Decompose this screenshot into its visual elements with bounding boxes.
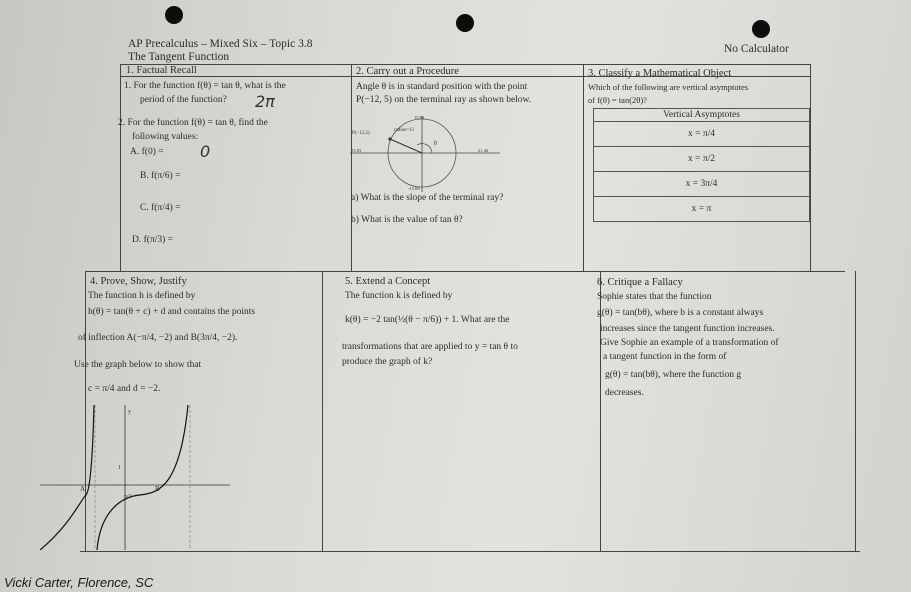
worksheet-subtitle: The Tangent Function	[128, 51, 230, 63]
grid-divider-2	[583, 64, 584, 271]
punch-hole-left	[165, 6, 183, 24]
s1-q1-handwritten-answer: 2π	[255, 92, 275, 111]
s6-line4: Give Sophie an example of a transformation of	[600, 338, 779, 348]
s6-line5: a tangent function in the form of	[603, 352, 727, 362]
s4-line5: c = π/4 and d = −2.	[88, 384, 161, 394]
theta-label: θ	[434, 141, 437, 147]
grid-bottom	[80, 551, 860, 552]
tick-pi-label: π/4	[124, 494, 132, 500]
left-tick-label: 23.83	[351, 148, 362, 153]
s1-q1-line1: 1. For the function f(θ) = tan θ, what is the	[124, 81, 286, 91]
grid-right-top	[810, 64, 811, 271]
section-2-title: 2. Carry out a Procedure	[356, 66, 459, 77]
s3-line1: Which of the following are vertical asymptotes	[588, 82, 749, 92]
s2-question-a: a) What is the slope of the terminal ray?	[351, 193, 504, 203]
s6-line6: g(θ) = tan(bθ), where the function g	[605, 370, 742, 380]
s4-line1: The function h is defined by	[88, 291, 196, 301]
s3-line2: of f(θ) = tan(2θ)?	[588, 95, 647, 105]
point-a-label: A	[80, 485, 86, 493]
section-1-title: 1. Factual Recall	[126, 65, 197, 76]
grid-middle	[85, 271, 845, 272]
tick-one-label: 1	[118, 465, 121, 471]
grid-divider-3	[322, 271, 323, 551]
punch-hole-middle	[456, 14, 474, 32]
s1-q2-part-c: C. f(π/4) =	[140, 203, 181, 213]
asymptote-table	[593, 108, 810, 222]
asymptote-option-1: x = π/4	[594, 122, 810, 147]
asymptote-option-3: x = 3π/4	[594, 172, 810, 197]
bottom-tick-label: -15.69	[408, 186, 420, 191]
point-label: P(−12,5)	[352, 131, 370, 136]
grid-right-bottom	[855, 271, 856, 551]
s1-q2-part-a: A. f(0) =	[130, 147, 164, 157]
section-3-title: 3. Classify a Mathematical Object	[588, 68, 732, 79]
s4-line3: of inflection A(−π/4, −2) and B(3π/4, −2).	[78, 333, 238, 343]
tangent-graph	[40, 405, 230, 550]
punch-hole-right	[752, 20, 770, 38]
s5-line2: k(θ) = −2 tan(½(θ − π/6)) + 1. What are the	[345, 315, 510, 325]
s1-q1-line2: period of the function?	[140, 95, 227, 105]
asymptote-option-2: x = π/2	[594, 147, 810, 172]
s1-q2-part-a-answer: 0	[200, 142, 211, 161]
s4-line2: h(θ) = tan(θ + c) + d and contains the points	[88, 307, 256, 317]
s6-line3: increases since the tangent function increases.	[600, 324, 775, 334]
section-4-title: 4. Prove, Show, Justify	[90, 276, 187, 287]
asymptote-option-4: x = π	[594, 197, 810, 222]
s6-line1: Sophie states that the function	[597, 292, 712, 302]
point-b-label: B	[155, 485, 160, 493]
grid-left-top	[120, 64, 121, 271]
s5-line3: transformations that are applied to y = tan θ to	[342, 342, 518, 352]
s1-q2-part-b: B. f(π/6) =	[140, 171, 181, 181]
s6-line2: g(θ) = tan(bθ), where b is a constant always	[597, 308, 764, 318]
grid-top	[120, 64, 810, 65]
asymptote-table-header: Vertical Asymptotes	[594, 109, 810, 122]
unit-circle-diagram	[350, 112, 500, 194]
s6-line7: decreases.	[605, 388, 644, 398]
section-6-title: 6. Critique a Fallacy	[597, 277, 683, 288]
calculator-note: No Calculator	[724, 43, 789, 55]
s2-question-b: b) What is the value of tan θ?	[351, 215, 463, 225]
radius-label: radius=13	[394, 128, 415, 133]
right-tick-label: 21.46	[478, 148, 489, 153]
s5-line4: produce the graph of k?	[342, 357, 433, 367]
s1-q2-part-d: D. f(π/3) =	[132, 235, 174, 245]
s2-line1: Angle θ is in standard position with the point	[356, 82, 528, 92]
author-credit: Vicki Carter, Florence, SC	[4, 575, 154, 590]
course-title: AP Precalculus – Mixed Six – Topic 3.8	[128, 38, 313, 50]
y-axis-label: y	[128, 409, 131, 415]
top-tick-label: 15.84	[414, 115, 425, 120]
s1-q2-line2: following values:	[132, 132, 199, 142]
s5-line1: The function k is defined by	[345, 291, 453, 301]
section-5-title: 5. Extend a Concept	[345, 276, 431, 287]
s1-q2-line1: 2. For the function f(θ) = tan θ, find the	[118, 118, 268, 128]
s2-line2: P(−12, 5) on the terminal ray as shown below.	[356, 95, 532, 105]
s4-line4: Use the graph below to show that	[74, 360, 202, 370]
